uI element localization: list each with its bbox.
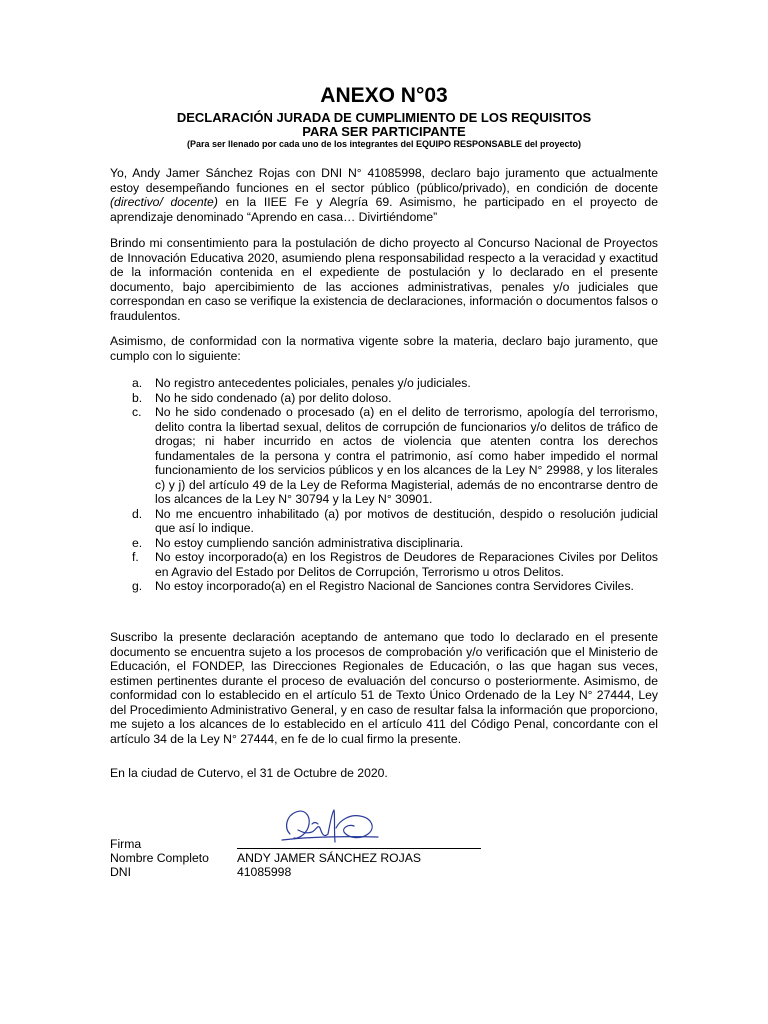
requirement-item bbox=[110, 550, 658, 579]
requirements-list bbox=[110, 376, 658, 594]
intro-text-italic: (directivo/ docente) bbox=[110, 195, 218, 209]
full-name-value: ANDY JAMER SÁNCHEZ ROJAS bbox=[237, 851, 421, 865]
requirement-item bbox=[110, 405, 658, 507]
document-fill-note: (Para ser llenado por cada uno de los integrantes del EQUIPO RESPONSABLE del proyecto) bbox=[186, 139, 582, 149]
handwritten-signature bbox=[278, 804, 382, 850]
requirement-text: No me encuentro inhabilitado (a) por motivos de destitución, despido o resolución judicial que así lo indique. bbox=[155, 506, 658, 535]
compliance-intro-paragraph: Asimismo, de conformidad con la normativa vigente sobre la materia, declaro bajo juramento, que cumplo con lo siguiente: bbox=[110, 334, 658, 363]
document-title: ANEXO N°03 bbox=[320, 84, 448, 107]
intro-text-part2: en la IIEE Fe y Alegría 69. Asimismo, he participado en el proyecto de aprendizaje denominado “Aprendo en casa… Divirtiéndome” bbox=[110, 195, 658, 224]
requirement-letter: a. bbox=[132, 376, 143, 390]
requirement-letter: f. bbox=[132, 550, 139, 564]
requirement-letter: b. bbox=[132, 390, 143, 405]
requirement-item bbox=[110, 579, 658, 594]
place-date: En la ciudad de Cutervo, el 31 de Octubre de 2020. bbox=[110, 766, 388, 780]
document-subtitle-line2: PARA SER PARTICIPANTE bbox=[302, 124, 466, 139]
requirement-text: No he sido condenado o procesado (a) en el delito de terrorismo, apología del terrorismo, delito contra la libertad sexual, delitos de corrupción de funcionarios y/o delitos de tráfico de drogas; ni haber incurrido en actos de violencia que atenten contra los derechos fundamentales de la persona y contra el patrimonio, así como haber impedido el normal funcionamiento de los servicios públicos y en los alcances de la Ley N° 29988, y los literales c) y j) del artículo 49 de la Ley de Reforma Magisterial, además de no encontrarse dentro de los alcances de la Ley N° 30794 y la Ley N° 30901. bbox=[155, 405, 658, 506]
closing-paragraph: Suscribo la presente declaración aceptando de antemano que todo lo declarado en el presente documento se encuentra sujeto a los procesos de comprobación y/o verificación que el Ministerio de Educación, el FONDEP, las Direcciones Regionales de Educación, o las que hagan sus veces, estimen pertinentes durante el proceso de evaluación del concurso o posteriormente. Asimismo, de conformidad con lo establecido en el artículo 51 de Texto Único Ordenado de la Ley N° 27444, Ley del Procedimiento Administrativo General, y en caso de resultar falsa la información que proporciono, me sujeto a los alcances de lo establecido en el artículo 411 del Código Penal, concordante con el artículo 34 de la Ley N° 27444, en fe de lo cual firmo la presente. bbox=[110, 630, 658, 746]
requirement-text: No estoy incorporado(a) en el Registro Nacional de Sanciones contra Servidores Civiles. bbox=[155, 579, 634, 593]
intro-paragraph bbox=[110, 166, 658, 224]
requirement-letter: c. bbox=[132, 405, 142, 419]
requirement-text: No he sido condenado (a) por delito doloso. bbox=[155, 390, 392, 405]
firma-label: Firma bbox=[110, 837, 142, 851]
consent-paragraph: Brindo mi consentimiento para la postulación de dicho proyecto al Concurso Nacional de Proyectos de Innovación Educativa 2020, asumiendo plena responsabilidad respecto a la veracidad y exactitud de la información contenida en el expediente de postulación y lo declarado en el presente documento, bajo apercibimiento de las acciones administrativas, penales y/o judiciales que correspondan en caso se verifique la existencia de declaraciones, información o documentos falsos o fraudulentos. bbox=[110, 236, 658, 323]
requirement-letter: e. bbox=[132, 535, 143, 550]
signature-line bbox=[237, 848, 481, 849]
requirement-item bbox=[110, 507, 658, 536]
requirement-text: No estoy incorporado(a) en los Registros de Deudores de Reparaciones Civiles por Delitos en Agravio del Estado por Delitos de Corrupción, Terrorismo u otros Delitos. bbox=[155, 550, 658, 579]
full-name-label: Nombre Completo bbox=[110, 851, 209, 865]
requirement-letter: g. bbox=[132, 579, 143, 593]
dni-label: DNI bbox=[110, 865, 131, 879]
document-subtitle-line1: DECLARACIÓN JURADA DE CUMPLIMIENTO DE LOS REQUISITOS bbox=[176, 110, 592, 125]
dni-value: 41085998 bbox=[237, 865, 292, 879]
requirement-letter: d. bbox=[132, 506, 143, 521]
requirement-item bbox=[110, 391, 658, 406]
requirement-item bbox=[110, 376, 658, 391]
requirement-text: No registro antecedentes policiales, penales y/o judiciales. bbox=[155, 376, 471, 390]
requirement-text: No estoy cumpliendo sanción administrativa disciplinaria. bbox=[155, 535, 464, 550]
intro-text-part1: Yo, Andy Jamer Sánchez Rojas con DNI N° 41085998, declaro bajo juramento que actualmente estoy desempeñando funciones en el sector público (público/privado), en condición de docente bbox=[110, 166, 658, 195]
requirement-item bbox=[110, 536, 658, 551]
